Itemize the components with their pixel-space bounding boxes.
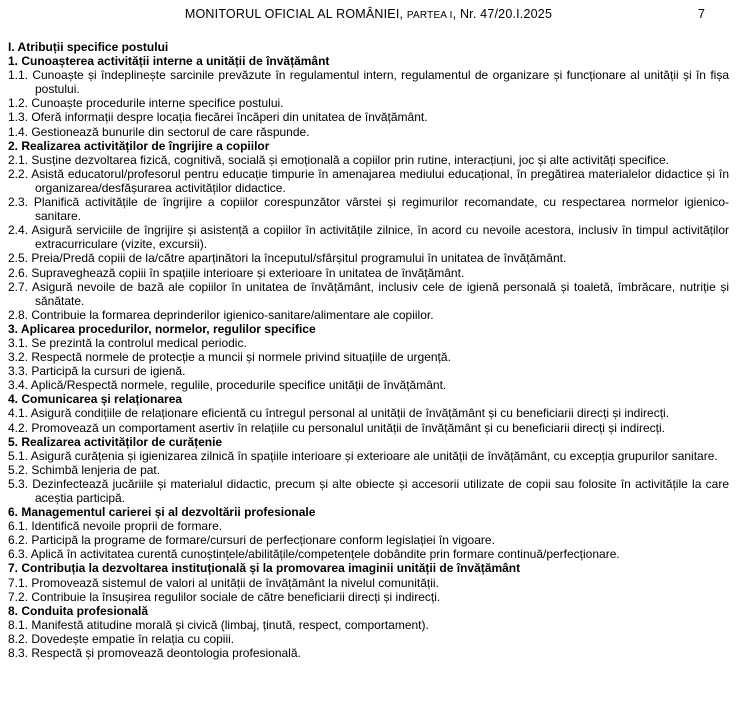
- list-item: 5.1. Asigură curățenia și igienizarea zilnică în spațiile interioare și exterioare ale unității de învățământ, cu excepția grupurilor sanitare.: [8, 448, 718, 463]
- list-item: 2.8. Contribuie la formarea deprinderilor igienico-sanitare/alimentare ale copiilor.: [8, 307, 434, 322]
- section-heading: 7. Contribuția la dezvoltarea instituțională și la promovarea imaginii unității de învățământ: [8, 561, 521, 576]
- list-item: 3.3. Participă la cursuri de igienă.: [8, 364, 186, 379]
- list-item: 8.3. Respectă și promovează deontologia profesională.: [8, 646, 301, 661]
- list-item: 1.1. Cunoaște și îndeplinește sarcinile prevăzute în regulamentul intern, regulamentul de organizare și funcționare al unității și în fișa postului.: [8, 68, 729, 97]
- list-item: 6.3. Aplică în activitatea curentă cunoștințele/abilitățile/competențele dobândite prin formare continuă/perfecționare.: [8, 547, 620, 562]
- list-item: 2.4. Asigură serviciile de îngrijire și asistență a copiilor în activitățile zilnice, în acord cu nevoile acestora, inclusiv în timpul activităților extracurriculare (vizite, excursii).: [8, 223, 729, 252]
- list-item: 4.2. Promovează un comportament asertiv în relațiile cu personalul unității de învățământ și cu beneficiarii direcți și indirecți.: [8, 420, 665, 435]
- section-heading: 2. Realizarea activităților de îngrijire a copiilor: [8, 138, 270, 153]
- list-item: 3.4. Aplică/Respectă normele, regulile, procedurile specifice unității de învățământ.: [8, 378, 447, 393]
- list-item: 6.1. Identifică nevoile proprii de formare.: [8, 519, 223, 534]
- list-item: 2.6. Supraveghează copiii în spațiile interioare și exterioare în unitatea de învățământ.: [8, 265, 465, 280]
- list-item: 2.3. Planifică activitățile de îngrijire a copiilor corespunzător vârstei și regimurilor recomandate, cu respectarea normelor igienico-sanitare.: [8, 195, 729, 224]
- list-item: 1.4. Gestionează bunurile din sectorul de care răspunde.: [8, 124, 310, 139]
- list-item: 2.5. Preia/Predă copiii de la/către aparținători la începutul/sfârșitul programului în unitatea de învățământ.: [8, 251, 567, 266]
- section-heading: 8. Conduita profesională: [8, 603, 149, 618]
- page-number: 7: [698, 7, 705, 21]
- document-title: I. Atribuții specifice postului: [8, 40, 169, 54]
- section-heading: 3. Aplicarea procedurilor, normelor, regulilor specifice: [8, 321, 316, 336]
- list-item: 5.3. Dezinfectează jucăriile și materialul didactic, precum și alte obiecte și accesorii utilizate de copii sau folosite în activitățile la care aceștia participă.: [8, 476, 729, 505]
- page-header: [8, 7, 729, 25]
- list-item: 7.2. Contribuie la însușirea regulilor sociale de către beneficiarii direcți și indirecți.: [8, 589, 441, 604]
- list-item: 2.2. Asistă educatorul/profesorul pentru educație timpurie în amenajarea mediului educațional, în pregătirea materialelor didactice și în organizarea/desfășurarea activităților didactice.: [8, 166, 729, 195]
- list-item: 7.1. Promovează sistemul de valori al unității de învățământ la nivelul comunității.: [8, 575, 439, 590]
- list-item: 2.7. Asigură nevoile de bază ale copiilor în unitatea de învățământ, inclusiv cele de igienă personală și toaletă, îmbrăcare, nutriție și sănătate.: [8, 279, 729, 308]
- list-item: 6.2. Participă la programe de formare/cursuri de perfecționare conform legislației în vigoare.: [8, 533, 495, 548]
- section-heading: 5. Realizarea activităților de curățenie: [8, 434, 223, 449]
- section-heading: 4. Comunicarea și relaționarea: [8, 392, 183, 407]
- gazette-title-part: PARTEA I: [406, 10, 453, 21]
- list-item: 3.1. Se prezintă la controlul medical periodic.: [8, 335, 247, 350]
- list-item: 8.2. Dovedește empatie în relația cu copiii.: [8, 631, 235, 646]
- list-item: 1.3. Oferă informații despre locația fiecărei încăperi din unitatea de învățământ.: [8, 110, 428, 125]
- gazette-title-issue: , Nr. 47/20.I.2025: [452, 7, 553, 21]
- list-item: 2.1. Susține dezvoltarea fizică, cognitivă, socială și emoțională a copiilor prin rutine, interacțiuni, joc și alte activități specifice.: [8, 152, 669, 167]
- list-item: 8.1. Manifestă atitudine morală și civică (limbaj, ținută, respect, comportament).: [8, 617, 429, 632]
- section-heading: 6. Managementul carierei și al dezvoltării profesionale: [8, 505, 316, 520]
- list-item: 1.2. Cunoaște procedurile interne specifice postului.: [8, 96, 284, 111]
- gazette-masthead: [8, 7, 729, 21]
- document-body: [8, 40, 729, 660]
- gazette-title-main: MONITORUL OFICIAL AL ROMÂNIEI,: [184, 7, 404, 21]
- list-item: 5.2. Schimbă lenjeria de pat.: [8, 462, 161, 477]
- list-item: 4.1. Asigură condițiile de relaționare eficientă cu întregul personal al unității de învățământ și cu beneficiarii direcți și indirecți.: [8, 406, 670, 421]
- list-item: 3.2. Respectă normele de protecție a muncii și normele privind situațiile de urgență.: [8, 350, 451, 365]
- section-heading: 1. Cunoașterea activității interne a unității de învățământ: [8, 54, 330, 69]
